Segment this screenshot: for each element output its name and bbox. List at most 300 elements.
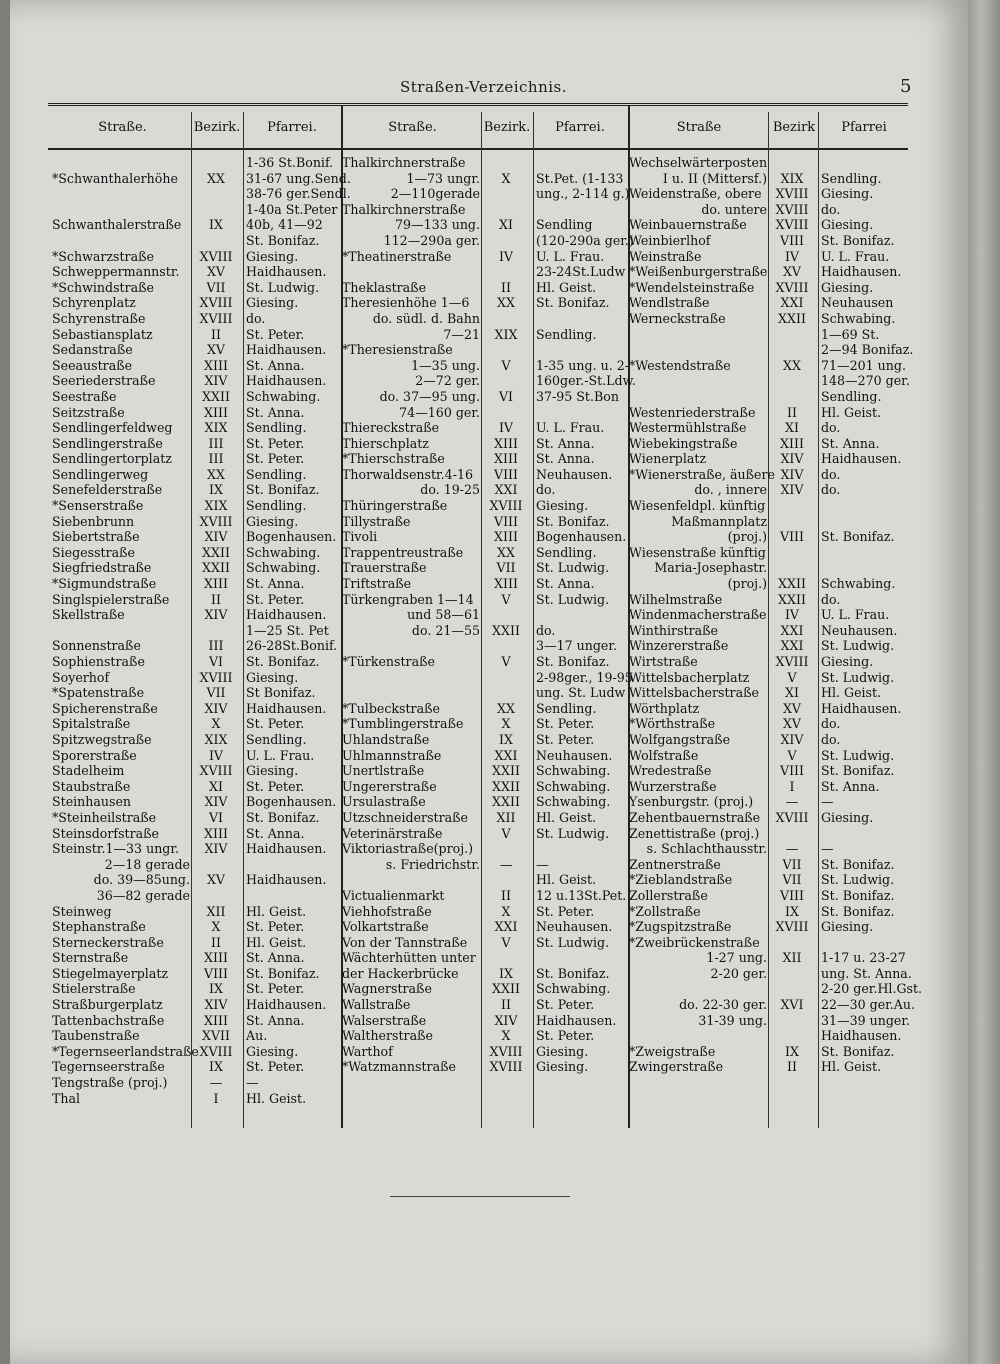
parish: St. Bonifaz. (821, 763, 895, 779)
table-row (629, 451, 909, 467)
parish: St. Anna. (246, 825, 305, 841)
district: XVIII (775, 186, 809, 202)
table-row (52, 186, 351, 202)
table-row (52, 592, 343, 608)
district: IX (209, 217, 223, 233)
table-row (629, 467, 909, 483)
street-name: *Senserstraße (52, 498, 144, 514)
parish: Giesing. (246, 763, 299, 779)
table-row (629, 857, 909, 873)
parish: Haidhausen. (246, 841, 327, 857)
parish: Hl. Geist. (536, 872, 597, 888)
district: XX (497, 700, 515, 716)
table-row (342, 232, 634, 249)
district: XXI (780, 638, 804, 654)
parish: St. Peter. (246, 716, 305, 732)
district: XII (782, 950, 802, 966)
table-row (52, 545, 343, 561)
parish: Sendling. (536, 544, 597, 560)
district: VIII (493, 513, 519, 529)
table-row (629, 1013, 909, 1029)
street-name: Singlspielerstraße (52, 591, 170, 607)
district (480, 311, 532, 327)
street-name: Theresienhöhe 1—6 (342, 295, 470, 311)
street-name: *Watzmannstraße (342, 1059, 456, 1075)
district: II (501, 997, 511, 1013)
table-row (342, 1059, 628, 1075)
table-row (629, 716, 909, 732)
district: V (787, 747, 797, 763)
parish: St. Peter. (246, 591, 305, 607)
street-name: Wienerplatz (629, 451, 707, 467)
table-row (342, 311, 628, 327)
table-row (342, 872, 628, 888)
street-name: Straßburgerplatz (52, 997, 163, 1013)
parish (532, 155, 628, 171)
table-row (629, 1059, 909, 1075)
street-name: Taubenstraße (52, 1028, 140, 1044)
district: VIII (779, 763, 805, 779)
street-name: Maßmannplatz (671, 513, 767, 529)
district: XXI (780, 622, 804, 638)
parish: 2-20 ger.Hl.Gst. (821, 981, 923, 997)
table-row (629, 576, 909, 592)
parish: St. Peter. (536, 716, 595, 732)
table-row (342, 155, 628, 171)
table-row (629, 592, 909, 608)
table-row (342, 592, 628, 608)
district: — (209, 1075, 223, 1091)
book-edge (968, 0, 1000, 1364)
district: XIX (780, 170, 804, 186)
district (767, 560, 817, 576)
parish: Giesing. (246, 295, 299, 311)
district: XI (785, 420, 799, 436)
district: XIII (494, 529, 518, 545)
district: XVIII (489, 498, 523, 514)
street-name (52, 233, 190, 249)
street-name: *Theatinerstraße (342, 248, 452, 264)
street-name: *Schwanthalerhöhe (52, 170, 178, 186)
table-row (629, 904, 909, 920)
table-row (52, 872, 343, 888)
table-row (342, 950, 628, 966)
street-name: Uhlandstraße (342, 731, 430, 747)
parish: 1—69 St. (821, 326, 880, 342)
table-row (342, 654, 628, 670)
parish: 1—25 St. Pet (246, 622, 329, 638)
table-row (342, 857, 628, 873)
parish: Giesing. (821, 217, 874, 233)
street-name: der Hackerbrücke (342, 965, 459, 981)
parish: 1-35 ung. u. 2- (536, 357, 629, 373)
district: XVIII (775, 217, 809, 233)
district (190, 888, 242, 904)
table-row (629, 217, 909, 233)
street-name: Sendlingerweg (52, 466, 149, 482)
parish: Bogenhausen. (246, 794, 337, 810)
parish: do. (821, 420, 841, 436)
street-name (629, 373, 767, 389)
street-name: Trauerstraße (342, 560, 427, 576)
table-row (629, 1028, 909, 1044)
district: V (501, 357, 511, 373)
parish: St. Ludwig. (821, 638, 895, 654)
street-name: Sporerstraße (52, 747, 137, 763)
street-name: Thalkirchnerstraße (342, 201, 466, 217)
district: XVIII (775, 919, 809, 935)
street-name: Sendlingerfeldweg (52, 420, 173, 436)
street-name: do. , innere (694, 482, 767, 498)
table-row (629, 249, 909, 265)
parish: St. Ludwig. (536, 934, 610, 950)
table-row (52, 514, 343, 530)
district (767, 545, 817, 561)
street-name: Sterneckerstraße (52, 934, 164, 950)
district: VII (206, 685, 226, 701)
district: VIII (203, 965, 229, 981)
table-row (52, 607, 343, 623)
district: XVIII (775, 809, 809, 825)
district: XXII (778, 576, 806, 592)
parish: 31—39 unger. (821, 1012, 911, 1028)
table-row (629, 420, 909, 436)
table-row (629, 810, 909, 826)
street-name: *Tulbeckstraße (342, 700, 440, 716)
table-row (342, 217, 628, 233)
parish: Giesing. (536, 1059, 589, 1075)
district: X (211, 919, 221, 935)
street-name: Weidenstraße, obere (629, 186, 762, 202)
district: II (211, 326, 221, 342)
table-row (342, 186, 628, 202)
street-name: do. 22-30 ger. (679, 997, 767, 1013)
district (767, 155, 817, 171)
street-name: 74—160 ger. (399, 404, 480, 420)
district: VIII (779, 887, 805, 903)
street-column-3 (629, 155, 923, 1075)
district: XVI (780, 997, 804, 1013)
table-row (629, 748, 909, 764)
table-row (629, 342, 914, 358)
street-name: Schweppermannstr. (52, 264, 180, 280)
street-name: Sternstraße (52, 950, 129, 966)
table-row (52, 1044, 343, 1060)
street-name: I u. II (Mittersf.) (662, 170, 767, 186)
district (767, 327, 817, 343)
street-name: Zollerstraße (629, 887, 708, 903)
parish: 3—17 unger. (536, 638, 618, 654)
district: XXII (492, 763, 520, 779)
street-name: Wilhelmstraße (629, 591, 723, 607)
table-row (629, 514, 909, 530)
table-row (52, 654, 343, 670)
street-name: Siebenbrunn (52, 513, 135, 529)
col1-parish-header: Pfarrei. (267, 120, 317, 135)
table-row (629, 623, 909, 639)
district: XVIII (775, 654, 809, 669)
table-row (342, 249, 628, 265)
street-name: s. Schlachthausstr. (646, 841, 767, 857)
street-name: *Westendstraße (629, 357, 731, 373)
street-name: do. 21—55 (411, 622, 480, 638)
district: XV (206, 872, 226, 888)
district: X (501, 716, 511, 732)
page-title: Straßen-Verzeichnis. (400, 78, 568, 96)
street-name: *Türkenstraße (342, 654, 435, 669)
table-row (629, 1044, 909, 1060)
street-name: Zentnerstraße (629, 856, 721, 872)
district: VII (782, 856, 802, 872)
street-name: Trappentreustraße (342, 544, 464, 560)
district: VII (496, 560, 516, 576)
parish: St. Peter. (246, 1059, 305, 1075)
parish: St. Ludwig. (246, 279, 320, 295)
street-name: Waltherstraße (342, 1028, 433, 1044)
table-row (342, 342, 628, 358)
table-row (629, 997, 916, 1013)
street-name: 2—72 ger. (415, 373, 480, 389)
table-row (52, 576, 343, 592)
parish: St. Ludwig. (536, 591, 610, 607)
street-name: do. 37—95 ung. (379, 388, 480, 404)
parish: St. Peter. (246, 919, 305, 935)
parish: Haidhausen. (246, 373, 327, 389)
parish: St. Bonifaz. (246, 654, 320, 669)
parish: St. Bonifaz. (821, 1043, 895, 1059)
table-row (629, 482, 909, 498)
district: XI (209, 778, 223, 794)
district: XVIII (199, 669, 233, 685)
district (767, 981, 817, 997)
parish (242, 888, 343, 904)
parish: Haidhausen. (821, 451, 902, 467)
street-name: 31-39 ung. (698, 1012, 767, 1028)
parish: St. Ludwig. (821, 872, 895, 888)
table-row (629, 872, 909, 888)
table-row (52, 498, 343, 514)
street-name: Victualienmarkt (342, 887, 445, 903)
district: XXII (778, 310, 806, 326)
parish: Haidhausen. (246, 264, 327, 280)
table-row (52, 732, 343, 748)
street-name: Weinbauernstraße (629, 217, 747, 233)
district: X (501, 170, 511, 186)
district: XIX (494, 326, 518, 342)
table-row (629, 935, 909, 951)
street-name: Uhlmannstraße (342, 747, 442, 763)
district: XIV (204, 997, 228, 1013)
parish: Hl. Geist. (536, 809, 597, 825)
parish: Hl. Geist. (246, 903, 307, 919)
parish: 40b, 41—92 (246, 217, 323, 233)
street-name: Volkartstraße (342, 919, 429, 935)
parish: 71—201 ung. (821, 357, 906, 373)
district: XIV (204, 529, 228, 545)
street-name: Tivoli (342, 529, 378, 545)
street-name: Türkengraben 1—14 (342, 591, 474, 607)
street-name: Spitzwegstraße (52, 731, 152, 747)
parish: St. Bonifaz. (821, 529, 895, 545)
street-name: *Tegernseerlandstraße (52, 1043, 199, 1059)
street-name: Ungererstraße (342, 778, 437, 794)
table-row (52, 857, 343, 873)
parish: Schwabing. (246, 544, 321, 560)
table-row (342, 997, 628, 1013)
parish: 37-95 St.Bon (536, 388, 619, 404)
table-row (629, 311, 909, 327)
street-name: 2—18 gerade (104, 856, 190, 872)
district: — (499, 856, 513, 872)
parish (817, 826, 909, 842)
street-name: Senefelderstraße (52, 482, 163, 498)
table-row (629, 701, 909, 717)
table-row (52, 670, 343, 686)
parish: St. Peter. (536, 997, 595, 1013)
parish: Haidhausen. (821, 700, 902, 716)
table-row (629, 981, 923, 997)
district: XXII (202, 388, 230, 404)
street-name: Tillystraße (342, 513, 411, 529)
table-row (52, 155, 343, 171)
district (480, 202, 532, 218)
parish: St. Bonifaz. (536, 654, 610, 669)
table-row (629, 888, 909, 904)
parish: St. Anna. (536, 451, 595, 467)
district: VI (208, 809, 224, 825)
district (767, 514, 817, 530)
table-row (629, 779, 909, 795)
parish: Hl. Geist. (821, 685, 882, 701)
table-row (52, 1028, 343, 1044)
street-name: *Wendelsteinstraße (629, 279, 755, 295)
parish: Giesing. (536, 1043, 589, 1059)
street-name: Wredestraße (629, 763, 712, 779)
parish: Giesing. (821, 279, 874, 295)
district: XI (785, 685, 799, 701)
street-name: Wolfstraße (629, 747, 699, 763)
district: XIV (204, 841, 228, 857)
district: I (789, 778, 795, 794)
district: XIV (780, 482, 804, 498)
parish: Haidhausen. (246, 997, 327, 1013)
district: XXI (494, 747, 518, 763)
district: XVIII (199, 295, 233, 311)
district: XX (497, 295, 515, 311)
table-row (629, 560, 909, 576)
parish (817, 498, 909, 514)
parish: Schwabing. (536, 763, 611, 779)
district: VIII (779, 529, 805, 545)
street-name: *Schwarzstraße (52, 248, 154, 264)
district: XX (783, 357, 801, 373)
district: V (787, 669, 797, 685)
parish: Schwabing. (536, 778, 611, 794)
district: XXI (780, 295, 804, 311)
col3-street-header: Straße (676, 120, 722, 135)
table-row (342, 202, 628, 218)
parish: Giesing. (246, 513, 299, 529)
parish: St. Bonifaz. (821, 856, 895, 872)
street-name: Tegernseerstraße (52, 1059, 165, 1075)
street-name: Triftstraße (342, 576, 412, 592)
district: IV (784, 607, 800, 623)
parish: St. Peter. (536, 1028, 595, 1044)
district (480, 685, 532, 701)
table-row (629, 654, 909, 670)
column-header-rule (48, 148, 908, 150)
street-name: *Zieblandstraße (629, 872, 733, 888)
table-row (52, 981, 343, 997)
parish: do. (821, 482, 841, 498)
parish: 31-67 ung.Send. (246, 170, 351, 186)
table-row (629, 405, 909, 421)
street-name (52, 202, 190, 218)
table-row (629, 202, 909, 218)
parish: Haidhausen. (246, 607, 327, 623)
parish: Sendling. (821, 388, 882, 404)
district: XVIII (489, 1059, 523, 1075)
street-name: Tengstraße (proj.) (52, 1075, 168, 1091)
street-name (52, 155, 190, 171)
district: XVIII (199, 310, 233, 326)
parish: 26-28St.Bonif. (246, 638, 338, 654)
street-name: Wittelsbacherstraße (629, 685, 759, 701)
street-name (342, 264, 480, 280)
street-name: Zwingerstraße (629, 1059, 724, 1075)
parish: Giesing. (246, 669, 299, 685)
table-row (52, 794, 343, 810)
street-name: Windenmacherstraße (629, 607, 767, 623)
table-row (629, 685, 909, 701)
district: — (785, 794, 799, 810)
table-row (52, 1059, 343, 1075)
street-name: Sebastiansplatz (52, 326, 153, 342)
table-row (52, 904, 343, 920)
street-name: Wittelsbacherplatz (629, 669, 750, 685)
district: XXI (494, 482, 518, 498)
street-name: Warthof (342, 1043, 393, 1059)
street-name (52, 623, 190, 639)
table-row (342, 514, 628, 530)
street-name: *Theresienstraße (342, 342, 453, 358)
street-name: Wächterhütten unter (342, 950, 476, 966)
table-row (52, 748, 343, 764)
street-name: do. südl. d. Bahn (372, 310, 480, 326)
table-row (52, 935, 343, 951)
street-name: Thal (52, 1090, 81, 1106)
parish: — (821, 841, 834, 857)
parish: U. L. Frau. (536, 420, 605, 436)
parish: 1-17 u. 23-27 (821, 950, 906, 966)
table-row (629, 670, 909, 686)
table-row (342, 763, 628, 779)
table-row (52, 233, 343, 249)
street-name: Siegesstraße (52, 544, 136, 560)
parish: Giesing. (821, 654, 874, 669)
district: III (208, 638, 224, 654)
table-row (629, 794, 909, 810)
parish: do. (821, 731, 841, 747)
parish (817, 155, 909, 171)
table-row (629, 919, 909, 935)
parish (532, 311, 628, 327)
street-name: Thiereckstraße (342, 420, 440, 436)
parish: Schwabing. (536, 981, 611, 997)
district: XXII (778, 591, 806, 607)
parish: St Bonifaz. (246, 685, 316, 701)
table-row (342, 467, 628, 483)
